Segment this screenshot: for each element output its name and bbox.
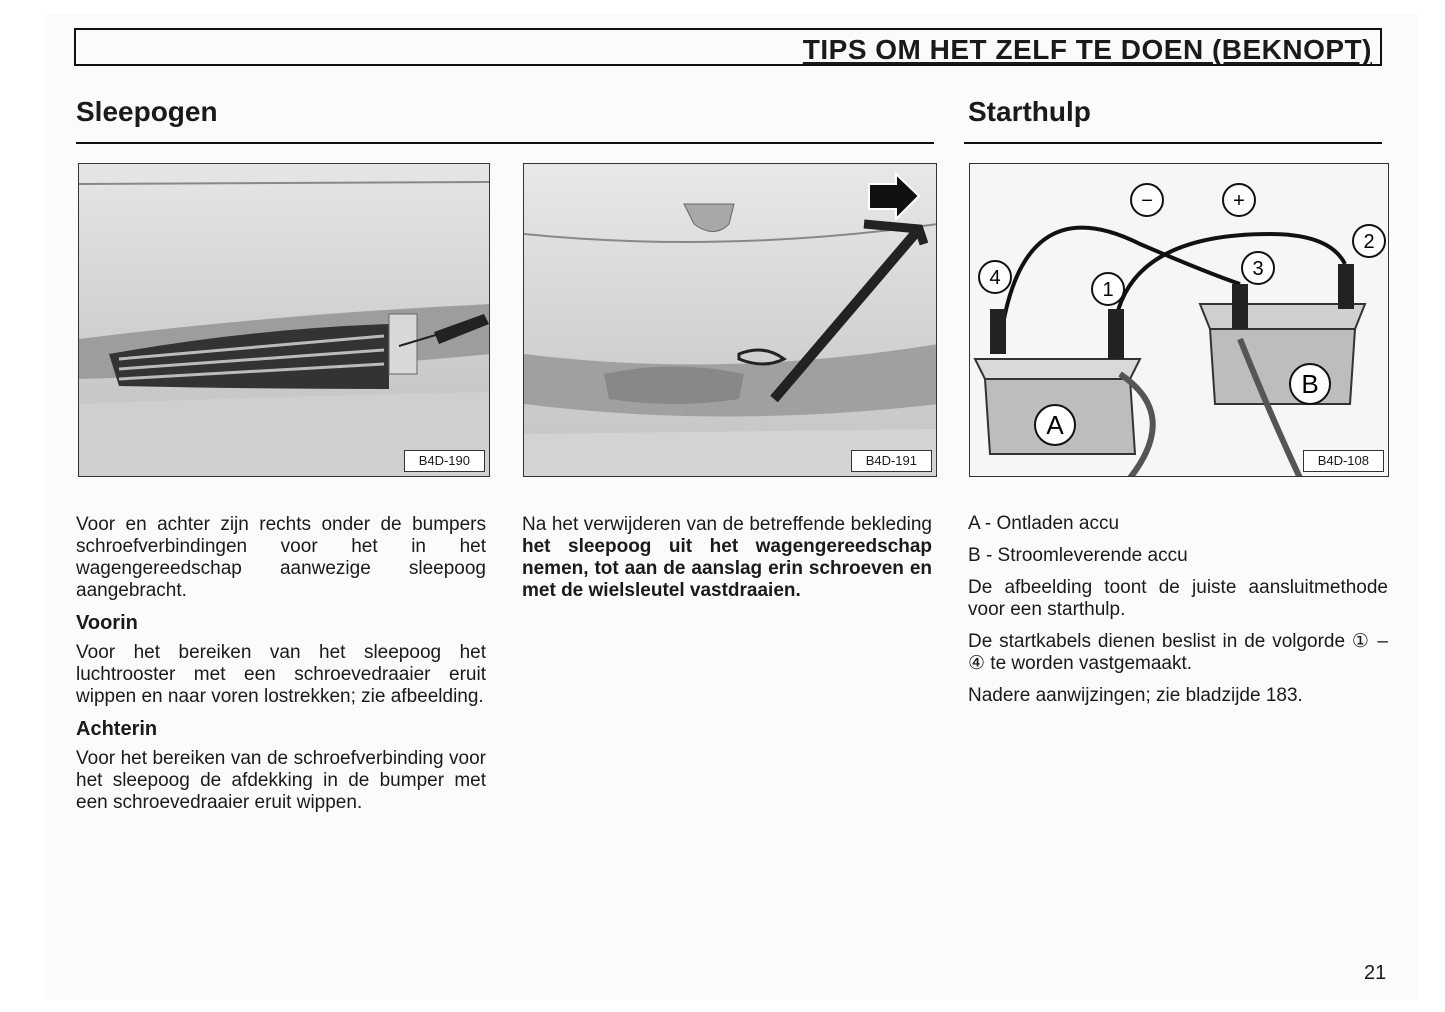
- legend-a: A - Ontladen accu: [968, 513, 1120, 534]
- label-minus: −: [1141, 190, 1153, 212]
- section-title-sleepogen: Sleepogen: [76, 96, 218, 127]
- section-rule-right: [964, 142, 1382, 144]
- right-column: [968, 513, 1388, 717]
- left-intro: Voor en achter zijn rechts onder de bumpers schroefverbindingen voor het in het wagengereedschap aanwezige sleepoog aangebracht.: [76, 514, 486, 601]
- label-1: 1: [1102, 279, 1114, 301]
- label-3: 3: [1252, 258, 1264, 280]
- page-number: 21: [1364, 962, 1387, 984]
- battery-b: [1210, 329, 1355, 404]
- figure-jump-start: [969, 163, 1389, 477]
- tow-eye-illustration: [524, 164, 937, 477]
- label-plus: +: [1233, 190, 1245, 212]
- legend-b: B - Stroomleverende accu: [968, 545, 1188, 566]
- label-2: 2: [1363, 231, 1375, 253]
- figure-code-191: B4D-191: [851, 450, 932, 472]
- front-bumper-illustration: [79, 164, 490, 477]
- middle-text-bold: het sleepoog uit het wagengereedschap nemen, tot aan de aanslag erin schroeven en met de wielsleutel vastdraaien.: [522, 536, 932, 601]
- heading-achterin: Achterin: [76, 718, 158, 740]
- figure-code-190: B4D-190: [404, 450, 485, 472]
- section-title-starthulp: Starthulp: [968, 96, 1091, 127]
- heading-voorin: Voorin: [76, 612, 138, 634]
- middle-text-plain: Na het verwijderen van de betreffende bekleding: [522, 514, 932, 535]
- header-bar: [74, 28, 1382, 66]
- label-b: B: [1301, 369, 1319, 399]
- right-text-3: Nadere aanwijzingen; zie bladzijde 183.: [968, 685, 1303, 706]
- jump-start-diagram: [970, 164, 1389, 477]
- left-rear-text: Voor het bereiken van de schroefverbinding voor het sleepoog de afdekking in de bumper met een schroevedraaier eruit wippen.: [76, 748, 486, 813]
- left-column: [76, 514, 486, 824]
- figure-code-108: B4D-108: [1303, 450, 1384, 472]
- figure-tow-eye: [523, 163, 937, 477]
- label-4: 4: [989, 267, 1001, 289]
- right-text-1: De afbeelding toont de juiste aansluitmethode voor een starthulp.: [968, 577, 1388, 620]
- section-rule-left: [76, 142, 934, 144]
- page-header-title: TIPS OM HET ZELF TE DOEN (BEKNOPT): [802, 34, 1372, 65]
- figure-front-bumper: [78, 163, 490, 477]
- label-a: A: [1046, 410, 1064, 440]
- page-background: [44, 14, 1418, 1000]
- middle-column: [522, 514, 932, 612]
- middle-paragraph: [522, 514, 932, 602]
- right-text-2: De startkabels dienen beslist in de volgorde ① – ④ te worden vastgemaakt.: [968, 631, 1388, 674]
- left-front-text: Voor het bereiken van het sleepoog het luchtrooster met een schroevedraaier eruit wippen en naar voren lostrekken; zie afbeelding.: [76, 642, 486, 707]
